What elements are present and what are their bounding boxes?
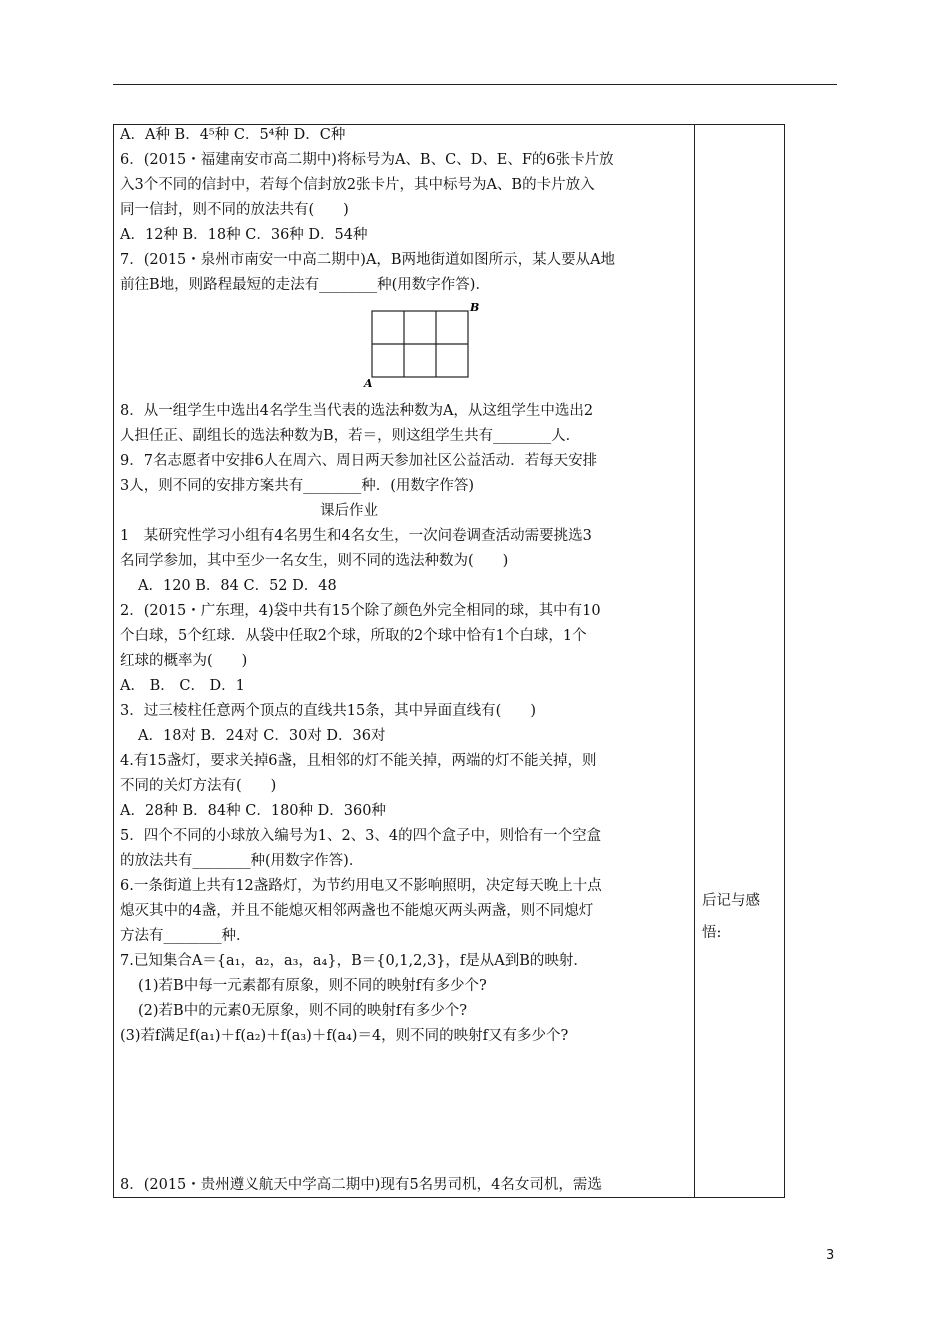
text-line: A． B． C． D．1 (120, 678, 245, 694)
text-line: (1)若B中每一元素都有原象，则不同的映射f有多少个? (138, 978, 487, 994)
text-line: 个白球，5个红球．从袋中任取2个球，所取的2个球中恰有1个白球，1个 (120, 628, 587, 644)
text-line: 同一信封，则不同的放法共有( ) (120, 202, 349, 218)
text-line: 方法有________种． (120, 928, 251, 944)
point-a-label: A (364, 377, 373, 388)
page-number: 3 (826, 1248, 835, 1263)
text-line: A．18对 B．24对 C．30对 D．36对 (138, 728, 386, 744)
text-line: A．A种 B．4⁵种 C．5⁴种 D．C种 (120, 127, 346, 143)
text-line: 4.有15盏灯，要求关掉6盏，且相邻的灯不能关掉，两端的灯不能关掉，则 (120, 753, 597, 769)
text-line: 1 某研究性学习小组有4名男生和4名女生，一次问卷调查活动需要挑选3 (120, 528, 592, 544)
text-line: A．28种 B．84种 C．180种 D．360种 (120, 803, 386, 819)
street-grid-figure (360, 303, 480, 388)
text-line: 7.已知集合A＝{a₁，a₂，a₃，a₄}，B＝{0,1,2,3}，f是从A到B的映射． (120, 953, 588, 969)
text-line: (2)若B中的元素0无原象，则不同的映射f有多少个? (138, 1003, 468, 1019)
point-b-label: B (470, 303, 480, 314)
text-line: 6．(2015・福建南安市高二期中)将标号为A、B、C、D、E、F的6张卡片放 (120, 152, 614, 168)
text-line: 2．(2015・广东理，4)袋中共有15个除了颜色外完全相同的球，其中有10 (120, 603, 601, 619)
text-line: (3)若f满足f(a₁)＋f(a₂)＋f(a₃)＋f(a₄)＝4，则不同的映射f又有多少个? (120, 1028, 569, 1044)
text-line: 6.一条街道上共有12盏路灯，为节约用电又不影响照明，决定每天晚上十点 (120, 878, 602, 894)
text-line: 熄灭其中的4盏，并且不能熄灭相邻两盏也不能熄灭两头两盏，则不同熄灯 (120, 903, 594, 919)
worksheet-table (113, 124, 785, 1198)
text-line: 名同学参加，其中至少一名女生，则不同的选法种数为( ) (120, 553, 509, 569)
text-line: 8．(2015・贵州遵义航天中学高二期中)现有5名男司机，4名女司机，需选 (120, 1177, 602, 1193)
column-divider (694, 125, 695, 1197)
text-line: 3人，则不同的安排方案共有________种．(用数字作答) (120, 478, 475, 494)
text-line: 9．7名志愿者中安排6人在周六、周日两天参加社区公益活动．若每天安排 (120, 453, 598, 469)
text-line: 5．四个不同的小球放入编号为1、2、3、4的四个盒子中，则恰有一个空盒 (120, 828, 602, 844)
text-line: 不同的关灯方法有( ) (120, 778, 277, 794)
side-note-line: 悟: (702, 925, 722, 941)
text-line: 人担任正、副组长的选法种数为B，若＝，则这组学生共有________人． (120, 428, 581, 444)
text-line: 入3个不同的信封中，若每个信封放2张卡片，其中标号为A、B的卡片放入 (120, 177, 595, 193)
text-line: 前往B地，则路程最短的走法有________种(用数字作答)． (120, 277, 490, 293)
header-rule (113, 84, 837, 85)
text-line: 8．从一组学生中选出4名学生当代表的选法种数为A，从这组学生中选出2 (120, 403, 594, 419)
text-line: 红球的概率为( ) (120, 653, 248, 669)
text-line: A．120 B．84 C．52 D．48 (138, 578, 337, 594)
text-line: 7．(2015・泉州市南安一中高二期中)A，B两地街道如图所示，某人要从A地 (120, 252, 616, 268)
section-heading: 课后作业 (320, 503, 378, 519)
text-line: 3．过三棱柱任意两个顶点的直线共15条，其中异面直线有( ) (120, 703, 536, 719)
side-note-line: 后记与感 (702, 893, 760, 909)
text-line: A．12种 B．18种 C．36种 D．54种 (120, 227, 368, 243)
text-line: 的放法共有________种(用数字作答)． (120, 853, 364, 869)
